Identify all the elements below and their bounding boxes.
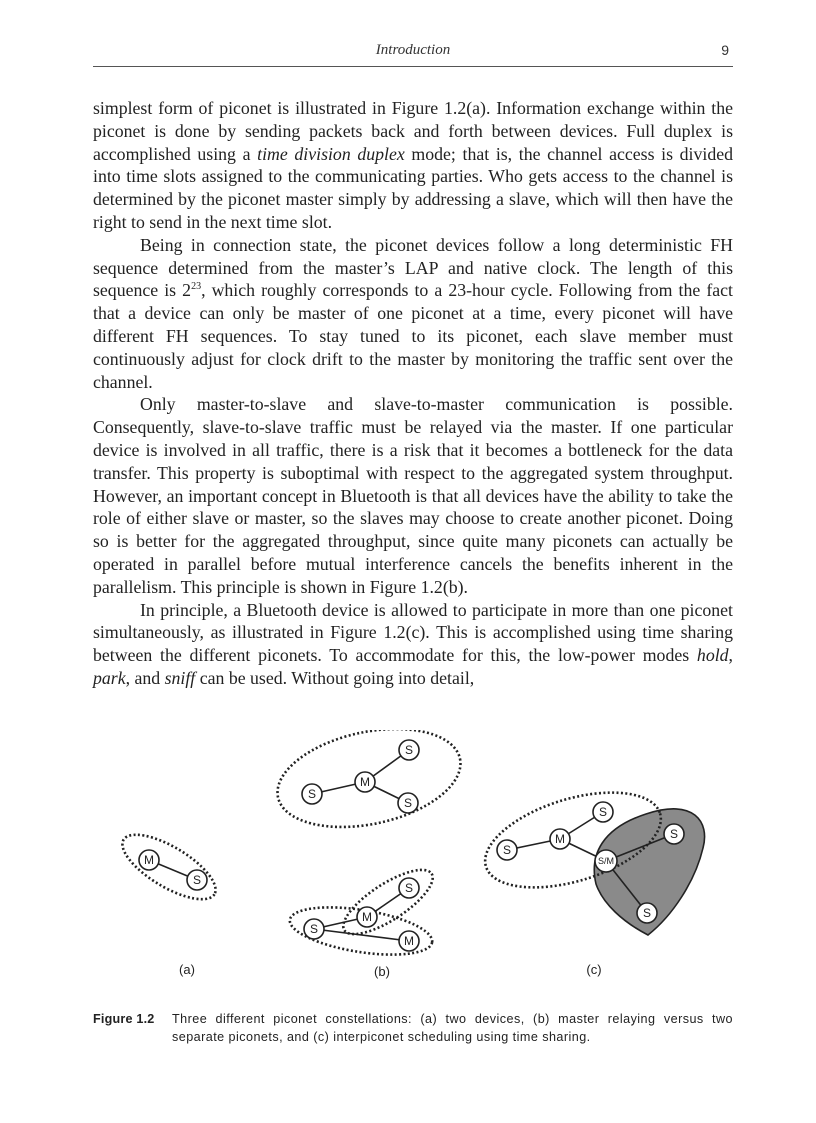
paragraph-4: In principle, a Bluetooth device is allowed to participate in more than one piconet simultaneously, as illustrated in Figure 1.2(c). This is accomplished using time sharing between the different piconets. To accommodate for this, the low-power modes hold, park, and sniff can be used. Without going into detail, — [93, 599, 733, 688]
svg-text:M: M — [144, 853, 154, 867]
master-node — [139, 850, 159, 870]
slave-node — [593, 802, 613, 822]
svg-text:M: M — [360, 775, 370, 789]
svg-text:S: S — [669, 827, 679, 841]
svg-text:S: S — [404, 881, 414, 895]
figure-1-2 — [93, 730, 733, 992]
page-number: 9 — [721, 42, 729, 58]
running-title: Introduction — [375, 42, 451, 58]
slave-node — [304, 919, 324, 939]
piconet-a-boundary — [113, 823, 224, 912]
running-head — [93, 40, 733, 67]
svg-text:S: S — [404, 743, 414, 757]
svg-text:S: S — [502, 843, 512, 857]
svg-text:S: S — [309, 922, 319, 936]
panel-b-label: (b) — [374, 964, 390, 979]
slave-node — [637, 903, 657, 923]
master-node — [355, 772, 375, 792]
paragraph-2: Being in connection state, the piconet devices follow a long deterministic FH sequence determined from the master’s LAP and native clock. The length of this sequence is $2^{23}$, which roughly corresponds to a 23-hour cycle. Following from the fact that a device can only be master of one piconet at a time, every piconet will have different FH sequences. To stay tuned to its piconet, each slave member must continuously adjust for clock drift to the master by monitoring the traffic sent over the channel. — [93, 234, 733, 392]
piconet-diagram — [93, 730, 733, 992]
svg-text:M: M — [404, 934, 414, 948]
paragraph-1: simplest form of piconet is illustrated in Figure 1.2(a). Information exchange within the piconet is done by sending packets back and forth between devices. Full duplex is accomplished using a time division duplex mode; that is, the channel access is divided into time slots assigned to the communicating parties. Who gets access to the channel is determined by the piconet master simply by addressing a slave, which will then have the right to send in the next time slot. — [93, 98, 733, 232]
exponent: 23 — [191, 281, 202, 293]
master-node — [357, 907, 377, 927]
slave-node — [497, 840, 517, 860]
svg-text:S: S — [642, 906, 652, 920]
panel-b — [268, 730, 469, 979]
svg-text:S: S — [192, 873, 202, 887]
panel-a-label: (a) — [179, 962, 195, 977]
panel-c — [474, 774, 705, 977]
paragraph-3: Only master-to-slave and slave-to-master communication is possible. Consequently, slave-to-slave traffic must be relayed via the master. If one particular device is involved in all traffic, there is a risk that it becomes a bottleneck for the data transfer. This property is suboptimal with respect to the aggregated system throughput. However, an important concept in Bluetooth is that all devices have the ability to take the role of either slave or master, so the slaves may choose to create another piconet. Doing so is better for the aggregated throughput, since quite many piconets can actually be operated in parallel before mutual interference cancels the benefits inherent in the parallelism. This principle is shown in Figure 1.2(b). — [93, 394, 733, 597]
figure-caption — [93, 1010, 733, 1046]
term-sniff: sniff — [164, 667, 196, 688]
body-text — [93, 97, 733, 690]
panel-c-label: (c) — [586, 962, 602, 977]
slave-node — [302, 784, 322, 804]
slave-master-node — [595, 850, 617, 872]
caption-label: Figure 1.2 — [93, 1012, 155, 1026]
term-park: park — [93, 667, 126, 688]
svg-text:M: M — [362, 910, 372, 924]
slave-node — [664, 824, 684, 844]
panel-a — [113, 823, 224, 977]
slave-node — [399, 740, 419, 760]
master-node — [399, 931, 419, 951]
svg-text:S/M: S/M — [597, 856, 615, 866]
svg-text:M: M — [555, 832, 565, 846]
svg-text:S: S — [307, 787, 317, 801]
caption-text: Three different piconet constellations: (a) two devices, (b) master relaying versus two separate piconets, and (c) interpiconet scheduling using time sharing. — [172, 1012, 733, 1044]
master-node — [550, 829, 570, 849]
slave-node — [399, 878, 419, 898]
slave-node — [187, 870, 207, 890]
svg-text:S: S — [403, 796, 413, 810]
link-b3-1 — [314, 929, 409, 941]
term-hold: hold — [696, 645, 729, 666]
svg-text:S: S — [598, 805, 608, 819]
slave-node — [398, 793, 418, 813]
term-time-division-duplex: time division duplex — [257, 143, 405, 164]
